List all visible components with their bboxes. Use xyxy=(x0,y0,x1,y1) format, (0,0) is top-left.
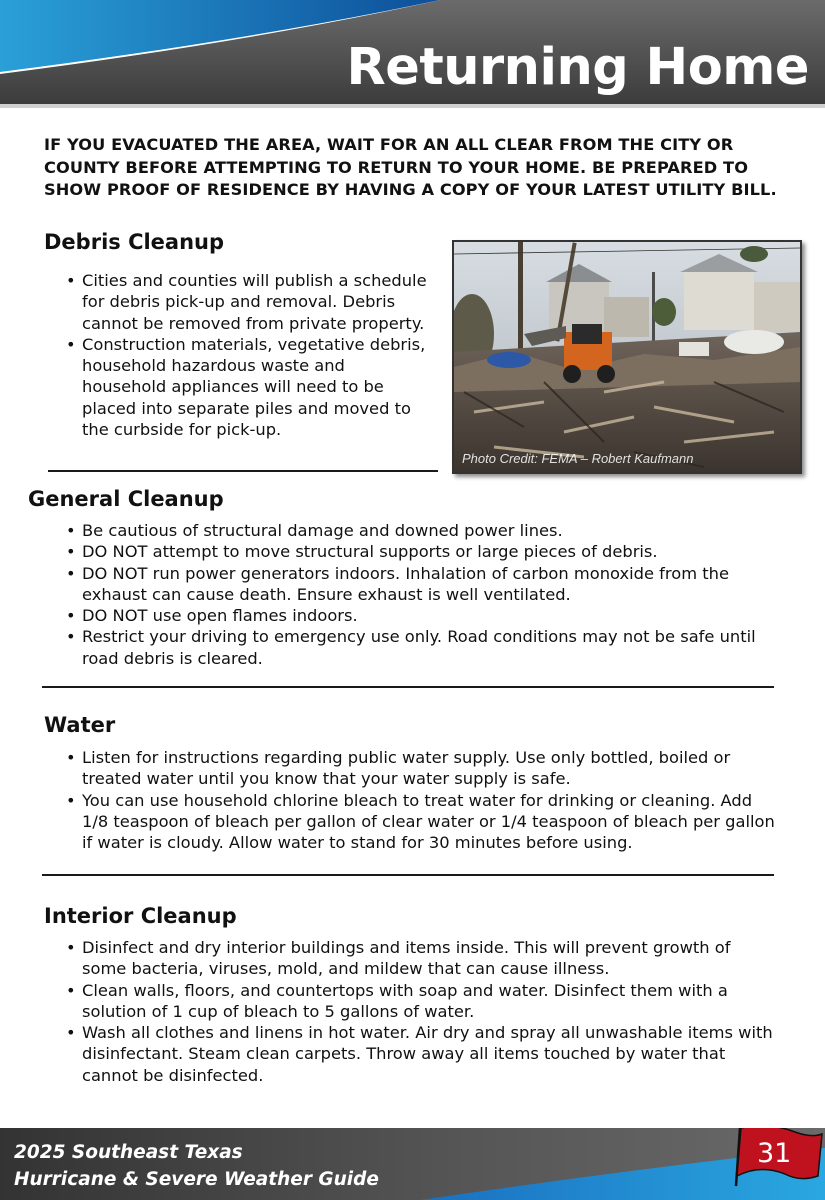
list-item: • DO NOT run power generators indoors. Inhalation of carbon monoxide from the exhaust can cause death. Ensure exhaust is well ventilated. xyxy=(63,563,775,606)
list-item: • DO NOT attempt to move structural supports or large pieces of debris. xyxy=(63,541,775,562)
footer-banner xyxy=(0,1128,825,1200)
list-item: • Listen for instructions regarding public water supply. Use only bottled, boiled or treated water until you know that your water supply is safe. xyxy=(63,747,775,790)
footer-line-2: Hurricane & Severe Weather Guide xyxy=(14,1169,379,1190)
list-item: • Construction materials, vegetative debris, household hazardous waste and household appliances will need to be placed into separate piles and moved to the curbside for pick-up. xyxy=(63,334,433,440)
header-banner xyxy=(0,0,825,112)
list-item: • Be cautious of structural damage and downed power lines. xyxy=(63,520,775,541)
list-item: • You can use household chlorine bleach to treat water for drinking or cleaning. Add 1/8 teaspoon of bleach per gallon of clear water or 1/4 teaspoon of bleach per gallon if water is cloudy. Allow water to stand for 30 minutes before using. xyxy=(63,790,775,854)
section-divider xyxy=(42,686,774,688)
list-item: • Cities and counties will publish a schedule for debris pick-up and removal. Debris cannot be removed from private property. xyxy=(63,270,433,334)
footer-guide-title xyxy=(14,1139,379,1193)
water-list xyxy=(63,747,775,853)
section-divider xyxy=(42,874,774,876)
page-title: Returning Home xyxy=(346,38,809,97)
debris-photo xyxy=(452,240,802,474)
page-number: 31 xyxy=(757,1138,792,1169)
list-item: • DO NOT use open flames indoors. xyxy=(63,605,775,626)
interior-cleanup-heading: Interior Cleanup xyxy=(44,904,237,928)
list-item: • Restrict your driving to emergency use only. Road conditions may not be safe until road debris is cleared. xyxy=(63,626,775,669)
interior-cleanup-list xyxy=(63,937,775,1086)
debris-scene-image xyxy=(454,242,800,472)
general-cleanup-list xyxy=(63,520,775,669)
debris-cleanup-list xyxy=(63,270,433,440)
list-item: • Clean walls, floors, and countertops with soap and water. Disinfect them with a solution of 1 cup of bleach to 5 gallons of water. xyxy=(63,980,775,1023)
debris-cleanup-heading: Debris Cleanup xyxy=(44,230,225,254)
section-divider xyxy=(48,470,438,472)
list-item: • Wash all clothes and linens in hot water. Air dry and spray all unwashable items with disinfectant. Steam clean carpets. Throw away all items touched by water that cannot be disinfected. xyxy=(63,1022,775,1086)
list-item: • Disinfect and dry interior buildings and items inside. This will prevent growth of some bacteria, viruses, mold, and mildew that can cause illness. xyxy=(63,937,775,980)
photo-credit: Photo Credit: FEMA – Robert Kaufmann xyxy=(462,451,694,466)
footer-line-1: 2025 Southeast Texas xyxy=(14,1142,243,1163)
water-heading: Water xyxy=(44,713,116,737)
general-cleanup-heading: General Cleanup xyxy=(28,487,224,511)
intro-notice: IF YOU EVACUATED THE AREA, WAIT FOR AN ALL CLEAR FROM THE CITY OR COUNTY BEFORE ATTEMPTING TO RETURN TO YOUR HOME. BE PREPARED TO SHOW PROOF OF RESIDENCE BY HAVING A COPY OF YOUR LATEST UTILITY BILL. xyxy=(44,135,777,199)
